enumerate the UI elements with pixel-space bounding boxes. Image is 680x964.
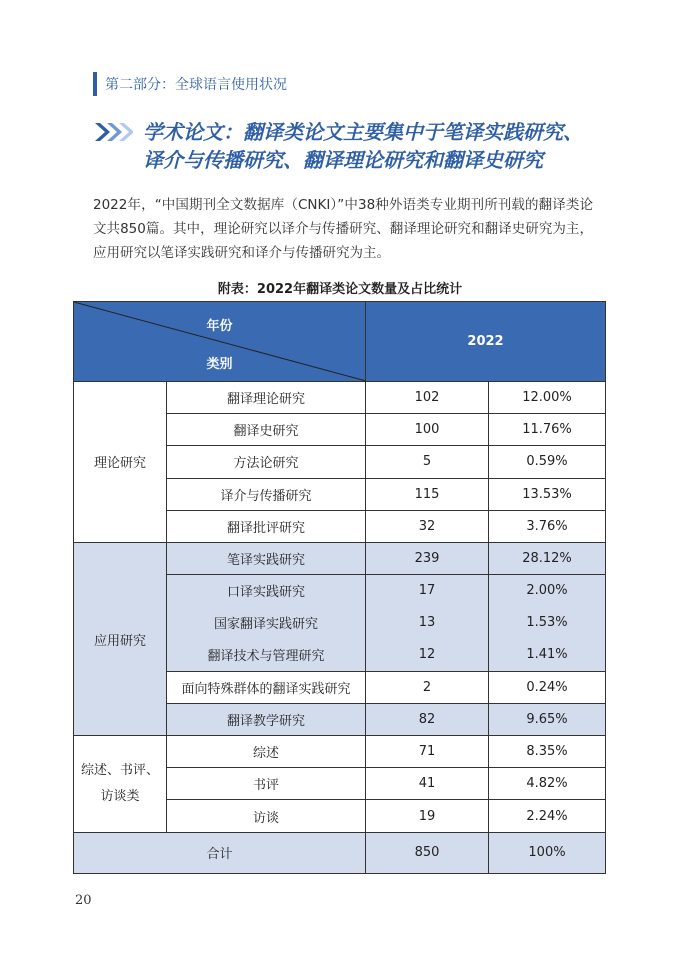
group-name [74, 736, 167, 833]
row-label: 综述 [167, 736, 366, 768]
row-pct: 13.53% [489, 478, 606, 510]
row-pct: 28.12% [489, 542, 606, 574]
row-pct: 0.24% [489, 671, 606, 703]
row-pct: 1.41% [489, 639, 606, 671]
row-pct: 8.35% [489, 736, 606, 768]
row-pct: 3.76% [489, 510, 606, 542]
row-label: 翻译理论研究 [167, 382, 366, 414]
row-label: 面向特殊群体的翻译实践研究 [167, 671, 366, 703]
row-pct: 0.59% [489, 446, 606, 478]
group-name-line-2: 访谈类 [100, 788, 140, 804]
row-label: 笔译实践研究 [167, 542, 366, 574]
row-label: 翻译教学研究 [167, 703, 366, 735]
row-count: 71 [366, 736, 489, 768]
row-count: 102 [366, 382, 489, 414]
group-name: 应用研究 [74, 542, 167, 735]
row-count: 19 [366, 800, 489, 832]
group-name-line-1: 综述、书评、 [80, 762, 159, 778]
row-count: 41 [366, 768, 489, 800]
row-pct: 4.82% [489, 768, 606, 800]
total-row [74, 832, 606, 873]
row-pct: 2.00% [489, 575, 606, 607]
row-pct: 9.65% [489, 703, 606, 735]
total-count: 850 [366, 832, 489, 873]
double-chevron-icon [93, 121, 133, 143]
table-header-row [74, 302, 606, 382]
total-label: 合计 [74, 832, 366, 873]
header-year: 年份 [206, 319, 233, 334]
row-label: 口译实践研究 [167, 575, 366, 607]
row-count: 82 [366, 703, 489, 735]
row-label: 翻译技术与管理研究 [167, 639, 366, 671]
header-category: 类别 [206, 357, 233, 372]
row-label: 翻译史研究 [167, 414, 366, 446]
heading-line-1: 学术论文：翻译类论文主要集中于笔译实践研究、 [143, 120, 583, 144]
header-value: 2022 [366, 302, 606, 382]
stats-table [73, 301, 606, 874]
section-bar [93, 72, 97, 96]
row-count: 100 [366, 414, 489, 446]
row-count: 5 [366, 446, 489, 478]
section-title: 第二部分：全球语言使用状况 [105, 77, 287, 93]
group-name: 理论研究 [74, 382, 167, 543]
row-label: 访谈 [167, 800, 366, 832]
table-row [74, 542, 606, 574]
table-title: 附表：2022年翻译类论文数量及占比统计 [217, 282, 463, 297]
total-pct: 100% [489, 832, 606, 873]
row-pct: 2.24% [489, 800, 606, 832]
row-pct: 1.53% [489, 607, 606, 639]
row-pct: 12.00% [489, 382, 606, 414]
row-pct: 11.76% [489, 414, 606, 446]
row-label: 译介与传播研究 [167, 478, 366, 510]
row-label: 翻译批评研究 [167, 510, 366, 542]
row-label: 国家翻译实践研究 [167, 607, 366, 639]
section-label [93, 72, 287, 96]
row-label: 方法论研究 [167, 446, 366, 478]
header-diagonal-cell [74, 302, 366, 382]
row-count: 17 [366, 575, 489, 607]
page-number: 20 [75, 893, 92, 908]
row-count: 13 [366, 607, 489, 639]
table-row [74, 736, 606, 768]
heading-line-2: 译介与传播研究、翻译理论研究和翻译史研究 [143, 148, 543, 172]
heading-text [143, 118, 583, 174]
body-paragraph: 2022年，“中国期刊全文数据库（CNKI）”中38种外语类专业期刊所刊载的翻译类论文共850篇。其中，理论研究以译介与传播研究、翻译理论研究和翻译史研究为主，应用研究以笔译实践研究和译介与传播研究为主。 [93, 197, 593, 261]
row-label: 书评 [167, 768, 366, 800]
row-count: 2 [366, 671, 489, 703]
row-count: 32 [366, 510, 489, 542]
row-count: 239 [366, 542, 489, 574]
row-count: 115 [366, 478, 489, 510]
table-row [74, 382, 606, 414]
row-count: 12 [366, 639, 489, 671]
heading [93, 118, 583, 174]
